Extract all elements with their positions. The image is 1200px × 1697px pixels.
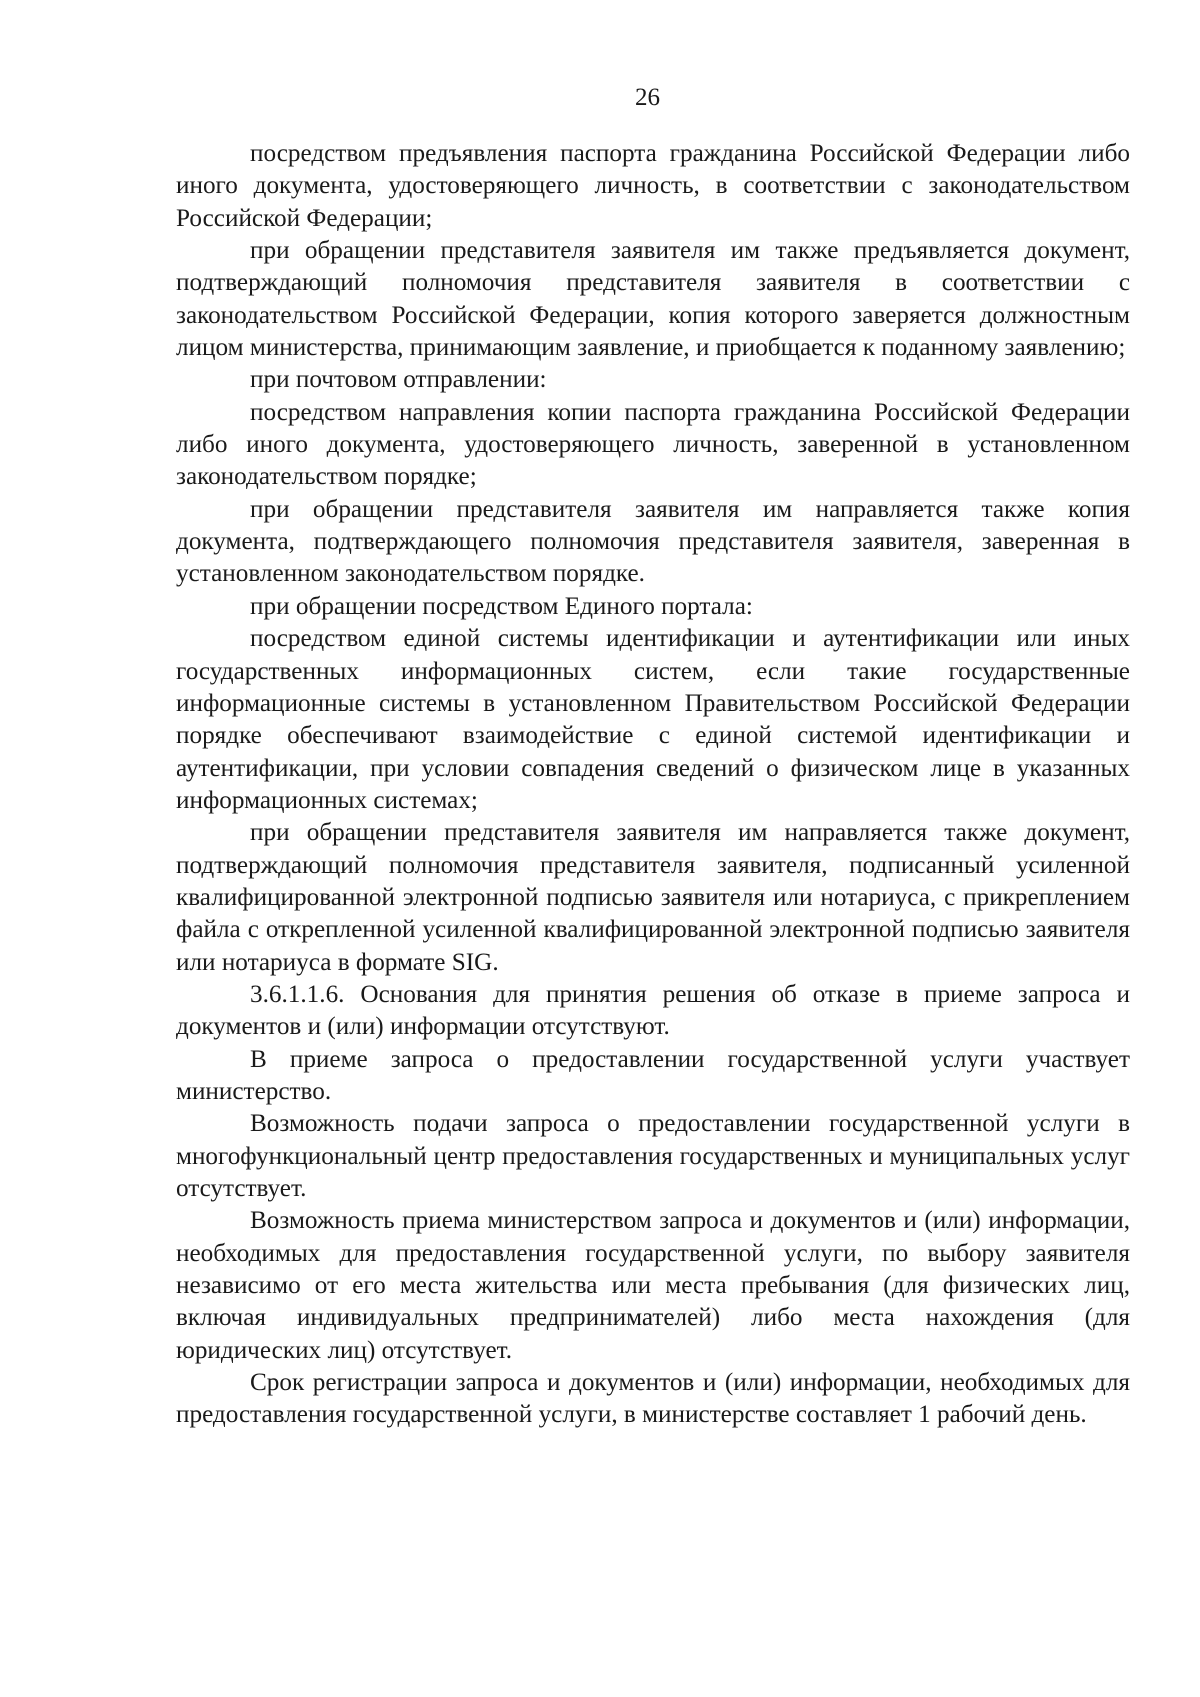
paragraph: посредством предъявления паспорта гражданина Российской Федерации либо иного документа, удостоверяющего личность, в соответствии с законодательством Российской Федерации; [176,140,1130,232]
page-number: 26 [635,84,660,111]
body-text [176,138,1130,1432]
paragraph: при обращении представителя заявителя им направляется также копия документа, подтверждающего полномочия представителя заявителя, заверенная в установленном законодательством порядке. [176,495,1130,588]
paragraph: при обращении посредством Единого портала: [250,592,753,620]
paragraph: при почтовом отправлении: [250,366,547,394]
paragraph: при обращении представителя заявителя им направляется также документ, подтверждающий полномочия представителя заявителя, подписанный усиленной квалифицированной электронной подписью заявителя или нотариуса, с прикреплением файла с открепленной усиленной квалифицированной электронной подписью заявителя или нотариуса в формате SIG. [176,819,1130,976]
paragraph: при обращении представителя заявителя им также предъявляется документ, подтверждающий полномочия представителя заявителя в соответствии с законодательством Российской Федерации, копия которого заверяется должностным лицом министерства, принимающим заявление, и приобщается к поданному заявлению; [176,237,1130,362]
paragraph: посредством направления копии паспорта гражданина Российской Федерации либо иного документа, удостоверяющего личность, заверенной в установленном законодательством порядке; [176,398,1130,491]
paragraph: 3.6.1.1.6. Основания для принятия решения об отказе в приеме запроса и документов и (или) информации отсутствуют. [176,980,1130,1041]
paragraph: Возможность приема министерством запроса и документов и (или) информации, необходимых для предоставления государственной услуги, по выбору заявителя независимо от его места жительства или места пребывания (для физических лиц, включая индивидуальных предпринимателей) либо места нахождения (для юридических лиц) отсутствует. [176,1207,1130,1364]
paragraph: Возможность подачи запроса о предоставлении государственной услуги в многофункциональный центр предоставления государственных и муниципальных услуг отсутствует. [176,1110,1130,1202]
paragraph: Срок регистрации запроса и документов и (или) информации, необходимых для предоставления государственной услуги, в министерстве составляет 1 рабочий день. [176,1369,1130,1429]
paragraph: посредством единой системы идентификации и аутентификации или иных государственных информационных систем, если такие государственные информационные системы в установленном Правительством Российской Федерации порядке обеспечивают взаимодействие с единой системой идентификации и аутентификации, при условии совпадения сведений о физическом лице в указанных информационных системах; [176,625,1130,814]
paragraph: В приеме запроса о предоставлении государственной услуги участвует министерство. [176,1045,1130,1105]
